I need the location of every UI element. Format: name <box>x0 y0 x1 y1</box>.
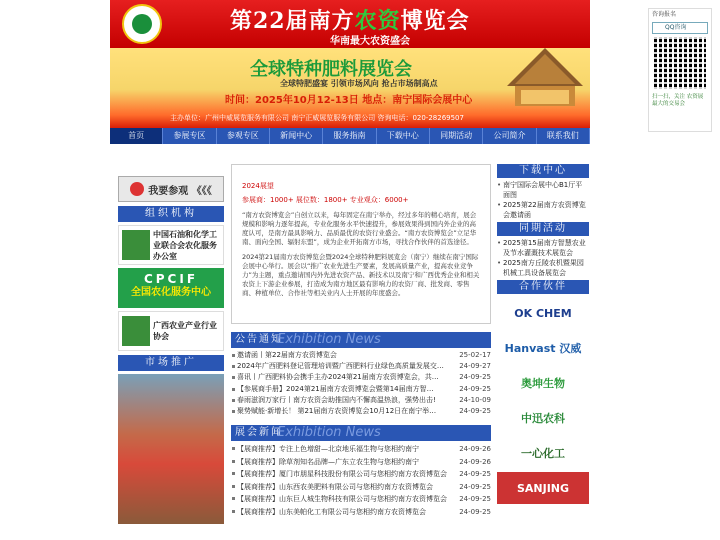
list-item[interactable]: 【展商推荐】厦门市朋星科技股份有限公司与您相约南方农资博览会 24-09-25 <box>231 468 491 481</box>
expo-date-venue: 时间：2025年10月12-13日 地点：南宁国际会展中心 <box>225 95 473 106</box>
top-banner <box>110 0 590 128</box>
notice-list <box>231 350 491 417</box>
nav-news[interactable]: 新闻中心 <box>270 128 323 144</box>
list-item[interactable]: 邀请函丨第22届南方农资博览会 25-02-17 <box>231 350 491 361</box>
market-section-title: 市场推广 <box>118 355 224 371</box>
nav-exhibitor[interactable]: 参展专区 <box>163 128 216 144</box>
org-name: 广西农业产业行业协会 <box>153 321 217 341</box>
partner-section-title: 合作伙伴 <box>497 280 589 294</box>
list-item[interactable]: 聚势赋能·新增长！ 第21届南方农资博览会10月12日在南宁举… 24-09-25 <box>231 406 491 417</box>
list-item[interactable]: 喜讯丨广西肥料协会携手主办2024第21届南方农资博览会，共… 24-09-25 <box>231 372 491 383</box>
download-item[interactable]: • 2025第22届南方农资博览会邀请函 <box>497 200 589 220</box>
news-title-en: Exhibition News <box>277 425 381 441</box>
nav-download[interactable]: 下载中心 <box>377 128 430 144</box>
visit-register-button[interactable] <box>118 176 224 202</box>
expo-subtitle: 华南最大农资盛会 <box>330 36 410 47</box>
expo-slogan: 全球特肥盛宴 引领市场风向 抢占市场制高点 <box>280 79 438 88</box>
intro-stats: 参展商：1000+ 展位数：1800+ 专业观众：6000+ <box>242 196 409 204</box>
org-name: 中国石油和化学工业联合会农化服务办公室 <box>153 229 217 261</box>
exhibition-center-illustration <box>505 48 585 110</box>
intro-paragraph: “南方农资博览会”自创立以来，每年固定在南宁举办，经过多年的精心培育，展会规模和影响力逐年提高，专业化服务水平快速提升，参展效果得到国内外企业的高度认可，是南方最具影响力、品质最优的农资行业盛会。“南方农资博览会”立足华南、面向全国、辐射东盟”，成为企业开拓南方市场，寻找合作伙伴的首选途径。 <box>242 211 477 246</box>
org-logo <box>122 230 150 260</box>
list-item[interactable]: 【展商推荐】山东巨人城生物科技有限公司与您相约南方农资博览会 24-09-25 <box>231 493 491 506</box>
nav-events[interactable]: 同期活动 <box>430 128 483 144</box>
cpcif-logo-text: CPCIF <box>143 272 199 286</box>
expo-logo <box>122 4 162 44</box>
intro-year: 2024展望 <box>242 182 274 190</box>
expo-title: 第22届南方农资博览会 <box>230 8 470 34</box>
download-list <box>497 180 589 220</box>
events-list <box>497 238 589 278</box>
visitor-icon <box>130 182 144 196</box>
wechat-qr-code <box>654 37 706 89</box>
list-item[interactable]: 【展商推荐】山东美帕化工有限公司与您相约南方农资博览会 24-09-25 <box>231 506 491 519</box>
notice-title-en: Exhibition News <box>277 332 381 347</box>
left-sidebar <box>118 176 224 524</box>
partner-logo-okchem[interactable]: OK CHEM <box>514 306 572 320</box>
market-promo-photo[interactable] <box>118 374 224 524</box>
consult-label: 咨询报名 <box>652 11 677 18</box>
qr-caption: 扫一扫，关注 农资展最大的交易会 <box>652 94 704 107</box>
partner-logo-hanvast[interactable]: Hanvast 汉威 <box>504 342 582 355</box>
news-header <box>231 425 491 441</box>
org-card-guangxi[interactable] <box>118 311 224 351</box>
expo-intro <box>231 164 491 324</box>
qq-consult-label: QQ咨询 <box>665 24 687 31</box>
intro-paragraph: 2024第21届南方农资博览会暨2024全球特种肥料展览会（南宁）继续在南宁国际会展中心举行。展会以“推广农业先进生产要素，发展高质量产业，提高农业竞争力”为主题，重点邀请国内外先进农资产品、新技术以及南宁和广西优秀企业和相关农资上下游企业参展，打造成为南方地区最有影响力的农资厂商、批发商、零售商、种植单位、合作社等相关业内人士开展的年度盛会。 <box>242 253 480 297</box>
notice-title: 公告通知 <box>235 334 283 345</box>
org-name: 全国农化服务中心 <box>131 287 211 298</box>
visit-register-label: 我要参观 《《《 <box>148 185 212 197</box>
org-card-cpcif[interactable] <box>118 268 224 308</box>
qr-float-panel <box>648 8 712 132</box>
org-logo <box>122 316 150 346</box>
nav-visitor[interactable]: 参观专区 <box>217 128 270 144</box>
download-item[interactable]: • 南宁国际会展中心B1厅平面图 <box>497 180 589 200</box>
list-item[interactable]: 【展商推荐】专注上色增甜—北京地乐福生物与您相约南宁 24-09-26 <box>231 443 491 456</box>
list-item[interactable]: 【参展商手册】2024第21届南方农资博览会暨第14届南方智… 24-09-25 <box>231 384 491 395</box>
fertilizer-expo-title: 全球特种肥料展览会 <box>250 59 412 80</box>
right-sidebar <box>497 164 589 504</box>
news-list <box>231 443 491 518</box>
notice-header <box>231 332 491 348</box>
events-section-title: 同期活动 <box>497 222 589 236</box>
partner-logo-yixin[interactable]: 一心化工 <box>521 447 565 460</box>
download-section-title: 下载中心 <box>497 164 589 178</box>
expo-organizers: 主办单位：广州中威展览服务有限公司 南宁正威展览服务有限公司 咨询电话：020-28269507 <box>170 114 464 122</box>
org-section-title: 组织机构 <box>118 206 224 222</box>
nav-contact[interactable]: 联系我们 <box>537 128 590 144</box>
list-item[interactable]: 【展商推荐】山东西农美肥料有限公司与您相约南方农资博览会 24-09-25 <box>231 481 491 494</box>
partner-logo-sanjing[interactable]: SANJING <box>497 472 589 504</box>
org-card-cpcif-office[interactable] <box>118 225 224 265</box>
main-nav <box>110 128 590 144</box>
news-title: 展会新闻 <box>235 427 283 439</box>
list-item[interactable]: 【展商推荐】除草剂知名品牌—广东立农生物与您相约南宁 24-09-26 <box>231 456 491 469</box>
event-item[interactable]: • 2025第15届南方智慧农业及节水灌溉技术展览会 <box>497 238 589 258</box>
list-item[interactable]: 2024年广西肥料登记管理培训暨广西肥料行业绿色高质量发展交… 24-09-27 <box>231 361 491 372</box>
partner-logo-aokun[interactable]: 奥坤生物 <box>521 377 565 390</box>
nav-about[interactable]: 公司简介 <box>483 128 536 144</box>
event-item[interactable]: • 2025南方丘陵农机暨果园机械工具设备展览会 <box>497 258 589 278</box>
nav-home[interactable]: 首页 <box>110 128 163 144</box>
partner-logo-zhongxun[interactable]: 中迅农科 <box>521 412 565 425</box>
main-content <box>231 164 491 518</box>
nav-service[interactable]: 服务指南 <box>323 128 376 144</box>
list-item[interactable]: 春雨滋润万家行丨南方农资会助推国内不懈高温热浪，强势出击! 24-10-09 <box>231 395 491 406</box>
qq-consult-button[interactable] <box>652 22 708 34</box>
